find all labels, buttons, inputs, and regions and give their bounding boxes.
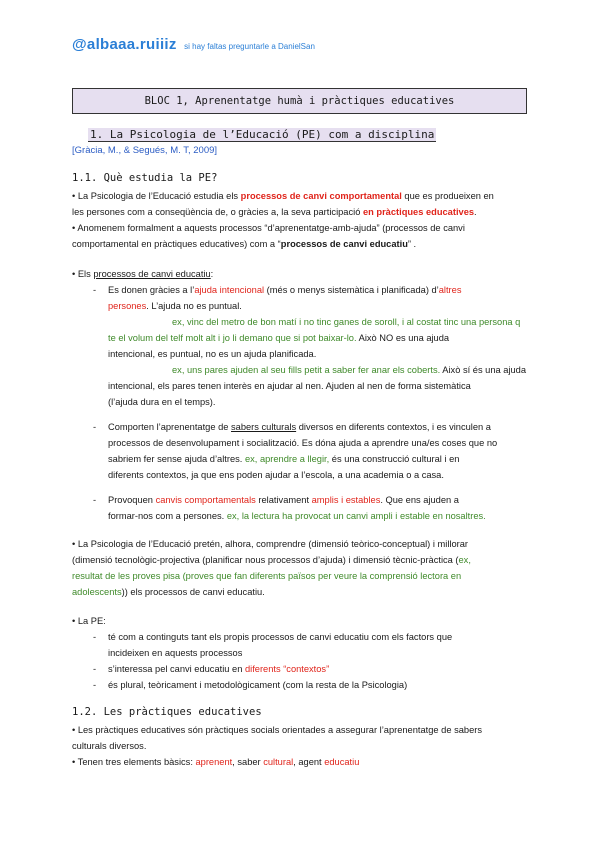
- paragraph-definition: • La Psicologia de l’Educació estudia els processos de canvi comportamental que es produeixen en les persones com a conseqüència de, o gràcies a, la seva participació en pràctiques educatives. • Anomenem formalment a aquests processos “d’aprenentatge-amb-ajuda” (processos de canvi comportamental en pràctiques educatives) com a “processos de canvi educatiu” .: [72, 191, 494, 249]
- paragraph-practices: • Les pràctiques educatives són pràctiques socials orientades a assegurar l’aprenentatge de sabers culturals diversos. • Tenen tres elements bàsics: aprenent, saber cultural, agent educatiu: [72, 725, 482, 767]
- list-item-intentional-help: Es donen gràcies a l’ajuda intencional (més o menys sistemàtica i planificada) d’altres persones. L’ajuda no es puntual.: [108, 285, 462, 311]
- bullet-dash: -: [93, 285, 97, 295]
- author-handle: @albaaa.ruiiiz: [72, 36, 177, 53]
- paragraph-aims: • La Psicologia de l’Educació pretén, alhora, comprendre (dimensió teòrico-conceptual) i millorar (dimensió tecnològic-projectiva (planificar nous processos d’ajuda) i dimensió tècnic-pràctica (ex, resultat de les proves pisa (proves que fan diferents països per veure la comprensió lectora en adolescents)) els processos de canvi educatiu.: [72, 539, 471, 597]
- bullet-dash: -: [93, 664, 97, 674]
- bullet-dash: -: [93, 495, 97, 505]
- reference: [Gràcia, M., & Segués, M. T, 2009]: [72, 145, 218, 156]
- block-title: BLOC 1, Aprenentatge humà i pràctiques educatives: [72, 88, 527, 114]
- bullet-dash: -: [93, 422, 97, 432]
- list-item-contexts: s’interessa pel canvi educatiu en diferents “contextos”: [108, 664, 330, 674]
- example-metro: ex, vinc del metro de bon matí i no tinc ganes de soroll, i al costat tinc una persona q te el volum del telf molt alt i jo li demano que si pot baixar-lo. Això NO es una ajuda intencional, es puntual, no es un ajuda planificada.: [108, 317, 521, 359]
- paragraph-processes: • Els processos de canvi educatiu:: [72, 269, 214, 279]
- subsection-heading-1-2: 1.2. Les pràctiques educatives: [72, 706, 262, 718]
- header-note: si hay faltas preguntarle a DanielSan: [184, 42, 315, 51]
- bullet-dash: -: [93, 632, 97, 642]
- subsection-heading-1-1: 1.1. Què estudia la PE?: [72, 172, 218, 184]
- bullet-dash: -: [93, 680, 97, 690]
- section-heading: 1. La Psicologia de l’Educació (PE) com a disciplina: [90, 128, 435, 141]
- page-header: [72, 36, 315, 54]
- paragraph-pe: • La PE:: [72, 616, 106, 626]
- list-item-behavioural-change: Provoquen canvis comportamentals relativament amplis i estables. Que ens ajuden a formar-nos com a persones. ex, la lectura ha provocat un canvi ampli i estable en nosaltres.: [108, 495, 486, 521]
- example-parents: ex, uns pares ajuden al seu fills petit a saber fer anar els coberts. Això sí és una ajuda intencional, els pares tenen interès en ajudar al nen. Ajuden al nen de forma sistemàtica (l’ajuda dura en el temps).: [108, 365, 527, 407]
- list-item-cultural-knowledge: Comporten l’aprenentatge de sabers culturals diversos en diferents contextos, i es vinculen a processos de desenvolupament i socialització. Es dóna ajuda a aprendre una/es coses que no sabriem fer sense ajuda d’altres. ex, aprendre a llegir, és una construcció cultural i en diferents contextos, ja que ens poden ajudar a l’escola, a una academia o a casa.: [108, 422, 498, 480]
- list-item-contents: té com a continguts tant els propis processos de canvi educatiu com els factors que incideixen en aquests processos: [108, 632, 453, 658]
- list-item-plural: és plural, teòricament i metodològicament (com la resta de la Psicologia): [108, 680, 408, 690]
